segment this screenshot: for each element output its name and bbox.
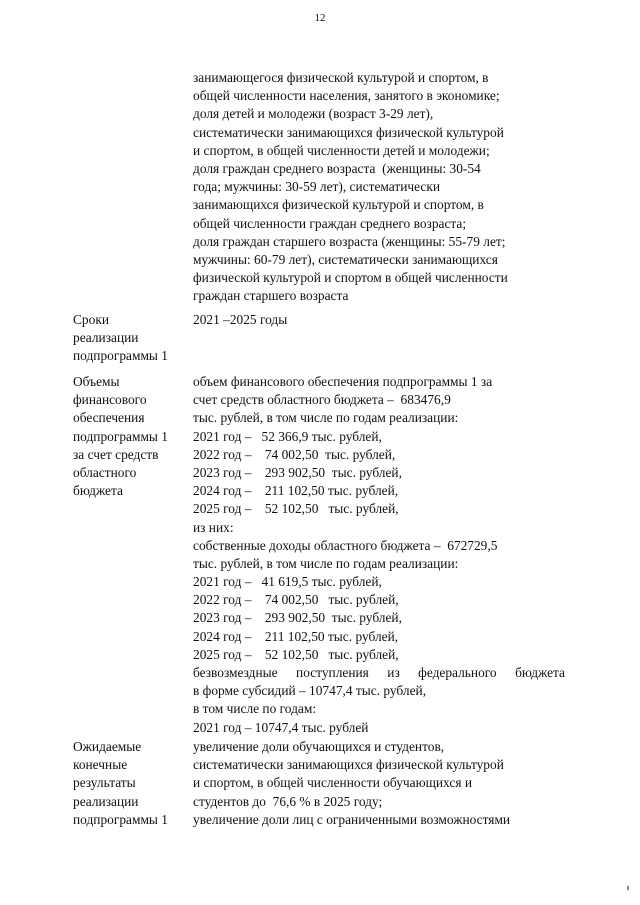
label-line: Сроки xyxy=(73,312,109,327)
label-line: бюджета xyxy=(73,483,123,499)
content-line: 2021 год – 10747,4 тыс. рублей xyxy=(193,719,369,735)
content-line: 2024 год – 211 102,50 тыс. рублей, xyxy=(193,628,399,644)
section-content xyxy=(193,311,565,329)
content-line: мужчины: 60-79 лет), систематически занимающихся xyxy=(193,251,498,267)
page-number: 12 xyxy=(314,12,326,24)
content-line: 2022 год – 74 002,50 тыс. рублей, xyxy=(193,592,399,608)
content-line: в том числе по годам: xyxy=(193,701,317,717)
content-line: занимающегося физической культурой и спортом, в xyxy=(193,70,489,85)
content-line: увеличение доли лиц с ограниченными возможностями xyxy=(193,811,511,827)
content-line: 2021 год – 41 619,5 тыс. рублей, xyxy=(193,574,382,590)
content-line: тыс. рублей, в том числе по годам реализации: xyxy=(193,555,459,571)
content-line: тыс. рублей, в том числе по годам реализации: xyxy=(193,410,459,426)
label-line: за счет средств xyxy=(73,446,159,462)
content-line: 2021 –2025 годы xyxy=(193,312,288,327)
label-line: реализации xyxy=(73,793,139,809)
label-line: областного xyxy=(73,464,137,480)
content-line: 2025 год – 52 102,50 тыс. рублей, xyxy=(193,646,399,662)
scan-edge-mark xyxy=(627,886,629,890)
label-line: обеспечения xyxy=(73,410,145,426)
content-line: доля граждан среднего возраста (женщины: 30-54 xyxy=(193,160,481,176)
label-line: подпрограммы 1 xyxy=(73,811,168,827)
label-line: финансового xyxy=(73,392,147,408)
content-line: счет средств областного бюджета – 683476,9 xyxy=(193,392,451,408)
content-line: и спортом, в общей численности обучающихся и xyxy=(193,775,472,791)
content-line: систематически занимающихся физической культурой xyxy=(193,757,504,773)
content-line: в форме субсидий – 10747,4 тыс. рублей, xyxy=(193,683,427,699)
content-line: увеличение доли обучающихся и студентов, xyxy=(193,739,445,754)
content-line: граждан старшего возраста xyxy=(193,288,349,304)
content-line: занимающихся физической культурой и спортом, в xyxy=(193,197,484,213)
content-line: доля граждан старшего возраста (женщины: 55-79 лет; xyxy=(193,233,506,249)
label-line: подпрограммы 1 xyxy=(73,348,168,364)
content-line: и спортом, в общей численности детей и молодежи; xyxy=(193,142,490,158)
content-line: 2021 год – 52 366,9 тыс. рублей, xyxy=(193,428,382,444)
content-line: общей численности граждан среднего возраста; xyxy=(193,215,467,231)
section-content xyxy=(193,69,565,305)
label-line: результаты xyxy=(73,775,136,791)
content-line: собственные доходы областного бюджета – 672729,5 xyxy=(193,537,498,553)
content-line: 2025 год – 52 102,50 тыс. рублей, xyxy=(193,501,399,517)
content-line: студентов до 76,6 % в 2025 году; xyxy=(193,793,383,809)
section-label xyxy=(73,311,191,366)
content-line: 2023 год – 293 902,50 тыс. рублей, xyxy=(193,464,402,480)
content-line: объем финансового обеспечения подпрограммы 1 за xyxy=(193,374,493,389)
label-line: подпрограммы 1 xyxy=(73,428,168,444)
content-line: физической культурой и спортом в общей численности xyxy=(193,270,508,286)
content-line: 2023 год – 293 902,50 тыс. рублей, xyxy=(193,610,402,626)
content-line: доля детей и молодежи (возраст 3-29 лет), xyxy=(193,106,434,122)
label-line: Ожидаемые xyxy=(73,739,142,754)
content-line: систематически занимающихся физической культурой xyxy=(193,124,504,140)
content-line: из них: xyxy=(193,519,234,535)
label-line: Объемы xyxy=(73,374,120,389)
section-content xyxy=(193,738,565,829)
content-line: года; мужчины: 30-59 лет), систематически xyxy=(193,179,441,195)
content-line: 2022 год – 74 002,50 тыс. рублей, xyxy=(193,446,396,462)
content-line: 2024 год – 211 102,50 тыс. рублей, xyxy=(193,483,399,499)
content-line: безвозмездные поступления из федерального бюджета xyxy=(193,665,565,680)
label-line: реализации xyxy=(73,330,139,346)
label-line: конечные xyxy=(73,757,128,773)
section-content xyxy=(193,373,565,737)
section-label xyxy=(73,738,191,829)
content-line: общей численности населения, занятого в экономике; xyxy=(193,88,500,104)
section-label xyxy=(73,373,191,500)
